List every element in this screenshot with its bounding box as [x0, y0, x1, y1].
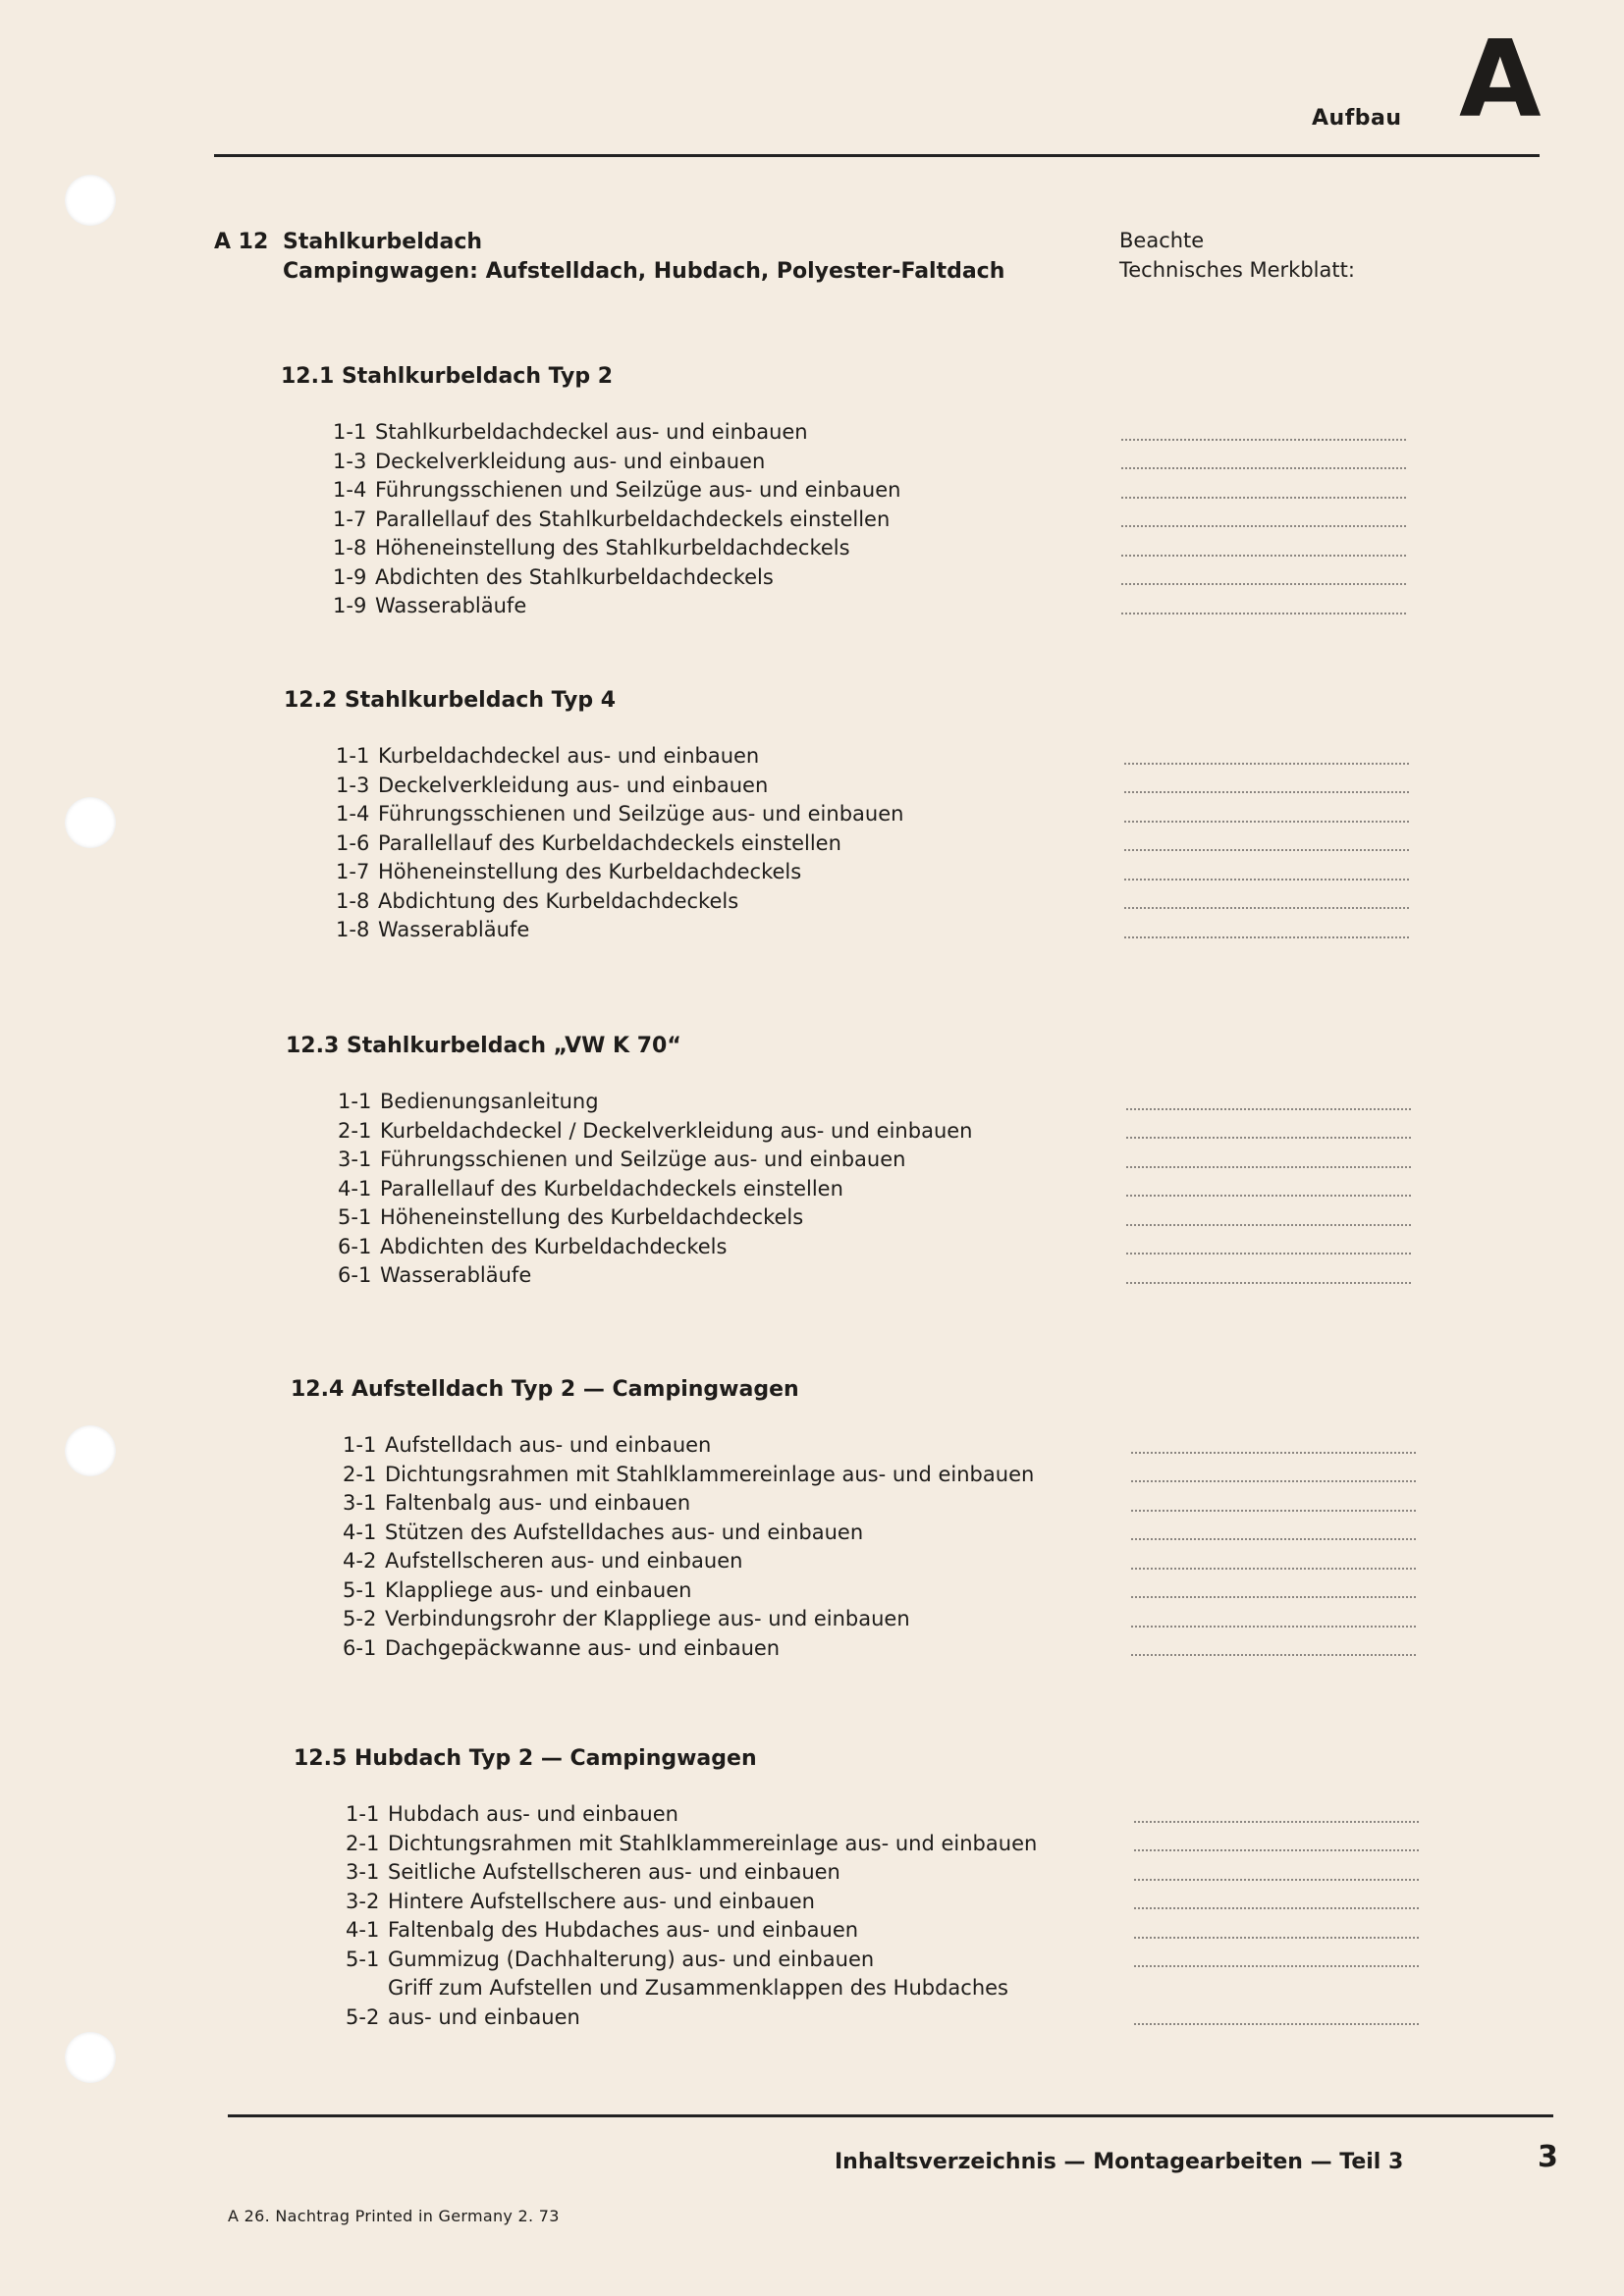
- toc-entry: [343, 1576, 1416, 1606]
- toc-entry: [343, 1634, 1416, 1664]
- entry-label: Gummizug (Dachhalterung) aus- und einbauen: [388, 1947, 875, 1971]
- dotted-leader: [1134, 1964, 1419, 1967]
- entry-code: 2-1: [343, 1462, 377, 1486]
- entry-code: 1-7: [333, 507, 367, 531]
- toc-entry: [338, 1146, 1411, 1175]
- page-number: 3: [1538, 2140, 1558, 2174]
- entry-label: Hubdach aus- und einbauen: [388, 1802, 678, 1826]
- entry-label: Führungsschienen und Seilzüge aus- und einbauen: [375, 478, 901, 502]
- entry-code: 1-1: [343, 1433, 377, 1457]
- entry-label: Kurbeldachdeckel aus- und einbauen: [378, 744, 760, 768]
- entry-code: 5-1: [343, 1577, 377, 1602]
- dotted-leader: [1121, 524, 1406, 527]
- toc-section: [294, 1743, 1419, 2032]
- section-title: 12.1 Stahlkurbeldach Typ 2: [281, 364, 614, 389]
- section-title: 12.2 Stahlkurbeldach Typ 4: [284, 688, 617, 713]
- entry-code: 2-1: [346, 1831, 380, 1855]
- toc-entry: [336, 829, 1409, 859]
- dotted-leader: [1121, 582, 1406, 585]
- entry-code: 6-1: [343, 1635, 377, 1660]
- dotted-leader: [1131, 1451, 1416, 1454]
- dotted-leader: [1134, 1936, 1419, 1939]
- entry-label-continuation: aus- und einbauen: [388, 2004, 580, 2029]
- entry-label: Aufstelldach aus- und einbauen: [385, 1433, 712, 1457]
- toc-entry: [336, 772, 1409, 801]
- entry-label: Deckelverkleidung aus- und einbauen: [378, 773, 769, 797]
- entry-code: 4-1: [338, 1176, 372, 1201]
- header-section-letter: A: [1459, 19, 1542, 141]
- toc-entry: [333, 476, 1406, 506]
- entry-label: Aufstellscheren aus- und einbauen: [385, 1549, 743, 1573]
- toc-section: [281, 361, 1406, 621]
- section-item-list: [286, 1088, 1411, 1291]
- toc-entry: [343, 1431, 1416, 1461]
- entry-label: Bedienungsanleitung: [380, 1090, 599, 1113]
- note-block: [1119, 226, 1355, 285]
- entry-code: 1-3: [333, 449, 367, 473]
- dotted-leader: [1131, 1595, 1416, 1598]
- toc-entry: [346, 1830, 1419, 1859]
- dotted-leader: [1134, 1820, 1419, 1823]
- entry-code: 1-6: [336, 830, 370, 855]
- dotted-leader: [1121, 466, 1406, 469]
- section-item-list: [291, 1431, 1416, 1663]
- toc-entry: [343, 1547, 1416, 1576]
- entry-label: Stahlkurbeldachdeckel aus- und einbauen: [375, 420, 808, 444]
- toc-entry: [346, 1858, 1419, 1888]
- entry-code: 4-1: [346, 1918, 380, 1942]
- entry-code: 1-1: [336, 744, 370, 768]
- entry-label: Dachgepäckwanne aus- und einbauen: [385, 1635, 781, 1660]
- toc-entry: [333, 506, 1406, 535]
- entry-label: Führungsschienen und Seilzüge aus- und einbauen: [380, 1148, 906, 1171]
- dotted-leader: [1131, 1625, 1416, 1628]
- entry-code: 2-1: [338, 1118, 372, 1143]
- dotted-leader: [1131, 1653, 1416, 1656]
- toc-entry: [346, 1974, 1419, 2032]
- dotted-leader: [1131, 1479, 1416, 1482]
- dotted-leader: [1124, 762, 1409, 765]
- entry-code: 3-2: [346, 1889, 380, 1913]
- dotted-leader: [1121, 612, 1406, 614]
- entry-label: [388, 1974, 1134, 2032]
- entry-label: Faltenbalg aus- und einbauen: [385, 1491, 691, 1515]
- entry-label: Abdichtung des Kurbeldachdeckels: [378, 888, 739, 913]
- entry-code: 5-1: [346, 1947, 380, 1971]
- punch-hole: [65, 175, 116, 226]
- toc-entry: [333, 534, 1406, 563]
- entry-code: 5-2: [343, 1607, 377, 1630]
- entry-code: 1-8: [333, 536, 367, 560]
- entry-label: Dichtungsrahmen mit Stahlklammereinlage aus- und einbauen: [388, 1831, 1038, 1855]
- entry-code: 1-1: [346, 1802, 380, 1826]
- toc-entry: [346, 1888, 1419, 1917]
- chapter-heading: [214, 228, 1004, 287]
- entry-label: Wasserabläufe: [378, 918, 530, 941]
- footer-title: Inhaltsverzeichnis — Montagearbeiten — Teil 3: [835, 2150, 1404, 2174]
- toc-section: [284, 685, 1409, 945]
- toc-section: [291, 1374, 1416, 1663]
- toc-section: [286, 1031, 1411, 1291]
- dotted-leader: [1124, 848, 1409, 851]
- entry-code: 3-1: [343, 1491, 377, 1515]
- toc-entry: [343, 1605, 1416, 1634]
- dotted-leader: [1126, 1107, 1411, 1110]
- dotted-leader: [1126, 1252, 1411, 1255]
- entry-label: Kurbeldachdeckel / Deckelverkleidung aus- und einbauen: [380, 1118, 973, 1143]
- toc-entry: [336, 800, 1409, 829]
- section-title: 12.4 Aufstelldach Typ 2 — Campingwagen: [291, 1377, 799, 1402]
- entry-code: 1-3: [336, 773, 370, 797]
- toc-entry: [336, 858, 1409, 887]
- entry-code: 6-1: [338, 1263, 372, 1287]
- entry-code: 3-1: [338, 1148, 372, 1171]
- dotted-leader: [1126, 1165, 1411, 1168]
- toc-entry: [336, 916, 1409, 945]
- entry-code: 1-8: [336, 888, 370, 913]
- entry-code: 4-1: [343, 1520, 377, 1544]
- dotted-leader: [1126, 1281, 1411, 1284]
- entry-code: 1-4: [336, 802, 370, 826]
- dotted-leader: [1131, 1537, 1416, 1540]
- toc-entry: [346, 1946, 1419, 1975]
- section-title: 12.5 Hubdach Typ 2 — Campingwagen: [294, 1746, 757, 1771]
- dotted-leader: [1131, 1509, 1416, 1512]
- chapter-number: A 12: [214, 230, 269, 254]
- punch-hole: [65, 2032, 116, 2083]
- entry-label: Wasserabläufe: [380, 1263, 532, 1287]
- entry-code: 1-1: [333, 420, 367, 444]
- toc-entry: [338, 1233, 1411, 1262]
- header-section-word: Aufbau: [1312, 106, 1402, 131]
- dotted-leader: [1124, 878, 1409, 881]
- entry-label: Parallellauf des Kurbeldachdeckels einstellen: [378, 830, 841, 855]
- note-line: Technisches Merkblatt:: [1119, 258, 1355, 282]
- entry-label: Verbindungsrohr der Klappliege aus- und einbauen: [385, 1607, 910, 1630]
- dotted-leader: [1134, 1848, 1419, 1851]
- toc-entry: [333, 592, 1406, 621]
- section-item-list: [294, 1800, 1419, 2032]
- punch-hole: [65, 797, 116, 848]
- toc-entry: [338, 1117, 1411, 1147]
- entry-code: 6-1: [338, 1234, 372, 1258]
- chapter-title: Stahlkurbeldach: [283, 230, 483, 254]
- toc-entry: [346, 1916, 1419, 1946]
- toc-entry: [343, 1489, 1416, 1519]
- entry-label: Hintere Aufstellschere aus- und einbauen: [388, 1889, 815, 1913]
- entry-label: Führungsschienen und Seilzüge aus- und einbauen: [378, 802, 904, 826]
- entry-label: Faltenbalg des Hubdaches aus- und einbauen: [388, 1918, 859, 1942]
- toc-entry: [346, 1800, 1419, 1830]
- toc-entry: [338, 1261, 1411, 1291]
- entry-code: 4-2: [343, 1549, 377, 1573]
- toc-entry: [333, 448, 1406, 477]
- entry-code: 1-4: [333, 478, 367, 502]
- entry-code: 3-1: [346, 1860, 380, 1884]
- dotted-leader: [1134, 1878, 1419, 1881]
- entry-label: Höheneinstellung des Kurbeldachdeckels: [378, 860, 802, 883]
- dotted-leader: [1121, 496, 1406, 499]
- entry-code: 5-1: [338, 1205, 372, 1229]
- entry-label: Klappliege aus- und einbauen: [385, 1577, 692, 1602]
- entry-label: Höheneinstellung des Stahlkurbeldachdeckels: [375, 536, 850, 560]
- toc-entry: [336, 742, 1409, 772]
- entry-label: Parallellauf des Kurbeldachdeckels einstellen: [380, 1176, 843, 1201]
- entry-label: Abdichten des Kurbeldachdeckels: [380, 1234, 728, 1258]
- dotted-leader: [1124, 820, 1409, 823]
- dotted-leader: [1126, 1194, 1411, 1197]
- toc-entry: [338, 1175, 1411, 1204]
- entry-code: 1-8: [336, 918, 370, 941]
- entry-label: Höheneinstellung des Kurbeldachdeckels: [380, 1205, 804, 1229]
- toc-entry: [336, 887, 1409, 917]
- toc-entry: [343, 1461, 1416, 1490]
- print-note: A 26. Nachtrag Printed in Germany 2. 73: [228, 2207, 560, 2225]
- entry-code: 1-7: [336, 860, 370, 883]
- toc-entry: [333, 563, 1406, 593]
- entry-code: 5-2: [346, 2004, 380, 2029]
- section-item-list: [284, 742, 1409, 945]
- entry-label: Seitliche Aufstellscheren aus- und einbauen: [388, 1860, 840, 1884]
- section-item-list: [281, 418, 1406, 621]
- dotted-leader: [1126, 1136, 1411, 1139]
- entry-code: 1-9: [333, 564, 367, 589]
- dotted-leader: [1124, 906, 1409, 909]
- chapter-subtitle: Campingwagen: Aufstelldach, Hubdach, Polyester-Faltdach: [283, 259, 1005, 284]
- dotted-leader: [1126, 1223, 1411, 1226]
- toc-entry: [343, 1519, 1416, 1548]
- toc-entry: [338, 1088, 1411, 1117]
- dotted-leader: [1124, 790, 1409, 793]
- note-line: Beachte: [1119, 229, 1205, 252]
- toc-entry: [338, 1203, 1411, 1233]
- dotted-leader: [1121, 554, 1406, 557]
- dotted-leader: [1134, 1906, 1419, 1909]
- entry-label: Stützen des Aufstelldaches aus- und einbauen: [385, 1520, 864, 1544]
- entry-label: Dichtungsrahmen mit Stahlklammereinlage aus- und einbauen: [385, 1462, 1035, 1486]
- header-rule: [214, 154, 1540, 157]
- entry-label: Abdichten des Stahlkurbeldachdeckels: [375, 564, 774, 589]
- entry-label: Parallellauf des Stahlkurbeldachdeckels einstellen: [375, 507, 891, 531]
- dotted-leader: [1134, 2022, 1419, 2025]
- entry-label-line: Griff zum Aufstellen und Zusammenklappen des Hubdaches: [388, 1976, 1008, 2000]
- entry-label: Wasserabläufe: [375, 594, 527, 617]
- punch-hole: [65, 1425, 116, 1476]
- dotted-leader: [1131, 1567, 1416, 1570]
- entry-code: 1-9: [333, 594, 367, 617]
- entry-code: 1-1: [338, 1090, 372, 1113]
- dotted-leader: [1121, 438, 1406, 441]
- section-title: 12.3 Stahlkurbeldach „VW K 70“: [286, 1034, 681, 1058]
- footer-rule: [228, 2114, 1553, 2117]
- toc-entry: [333, 418, 1406, 448]
- dotted-leader: [1124, 935, 1409, 938]
- entry-label: Deckelverkleidung aus- und einbauen: [375, 449, 766, 473]
